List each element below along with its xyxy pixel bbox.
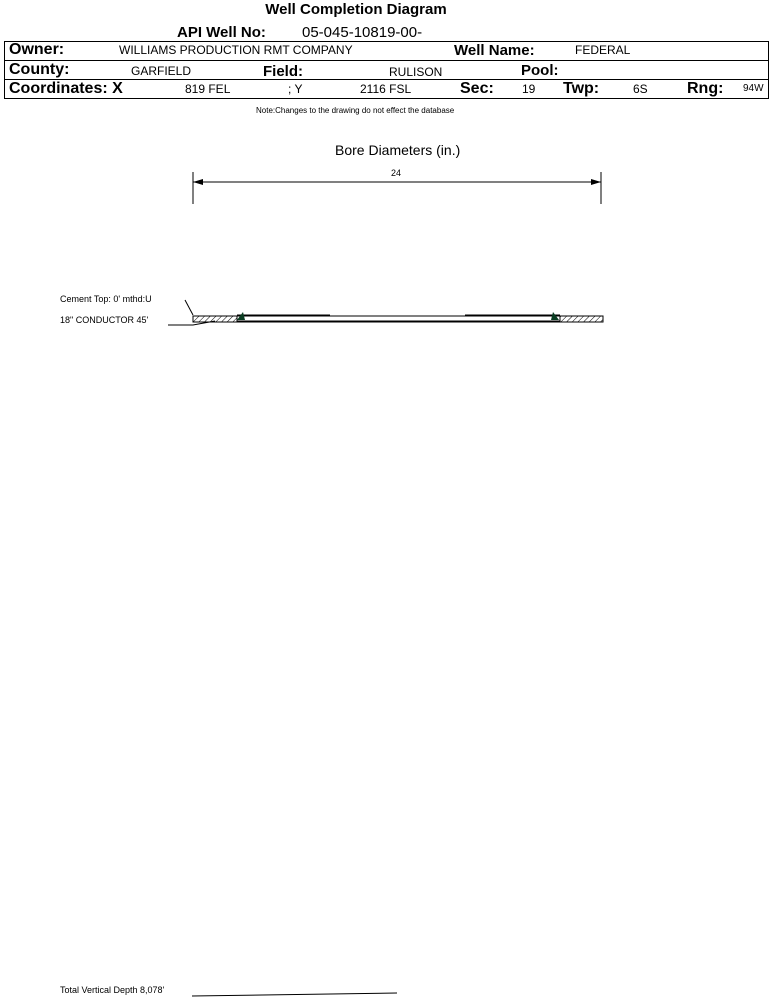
bore-diameter-value: 24 bbox=[391, 168, 402, 178]
county-label: County: bbox=[9, 61, 70, 78]
owner-label: Owner: bbox=[9, 41, 65, 58]
pool-label: Pool: bbox=[521, 62, 559, 79]
coordinates-label: Coordinates: X bbox=[9, 80, 123, 97]
api-label: API Well No: bbox=[177, 24, 266, 41]
bore-dimension bbox=[193, 172, 601, 204]
range-label: Rng: bbox=[687, 80, 724, 97]
bore-diameters-title: Bore Diameters (in.) bbox=[335, 142, 461, 158]
range-value: 94W bbox=[743, 83, 764, 94]
y-coordinate-value: 2116 FSL bbox=[360, 82, 412, 96]
township-label: Twp: bbox=[563, 80, 600, 97]
owner-value: WILLIAMS PRODUCTION RMT COMPANY bbox=[119, 43, 353, 57]
cement-top-label: Cement Top: 0' mthd:U bbox=[60, 294, 152, 304]
total-depth-label: Total Vertical Depth 8,078' bbox=[60, 985, 165, 995]
section-label: Sec: bbox=[460, 80, 494, 97]
conductor-label: 18" CONDUCTOR 45' bbox=[60, 315, 149, 325]
field-value: RULISON bbox=[389, 65, 443, 79]
total-depth-line bbox=[192, 993, 397, 996]
api-value: 05-045-10819-00- bbox=[302, 24, 423, 41]
well-name-label: Well Name: bbox=[454, 42, 535, 59]
field-label: Field: bbox=[263, 63, 303, 80]
township-value: 6S bbox=[633, 82, 648, 96]
section-value: 19 bbox=[522, 82, 536, 96]
x-coordinate-value: 819 FEL bbox=[185, 82, 231, 96]
database-note: Note:Changes to the drawing do not effect the database bbox=[256, 106, 455, 115]
conductor-casing bbox=[193, 312, 603, 322]
y-coordinate-label: ; Y bbox=[288, 82, 303, 96]
well-name-value: FEDERAL bbox=[575, 43, 631, 57]
county-value: GARFIELD bbox=[131, 64, 192, 78]
page-title: Well Completion Diagram bbox=[265, 1, 447, 18]
